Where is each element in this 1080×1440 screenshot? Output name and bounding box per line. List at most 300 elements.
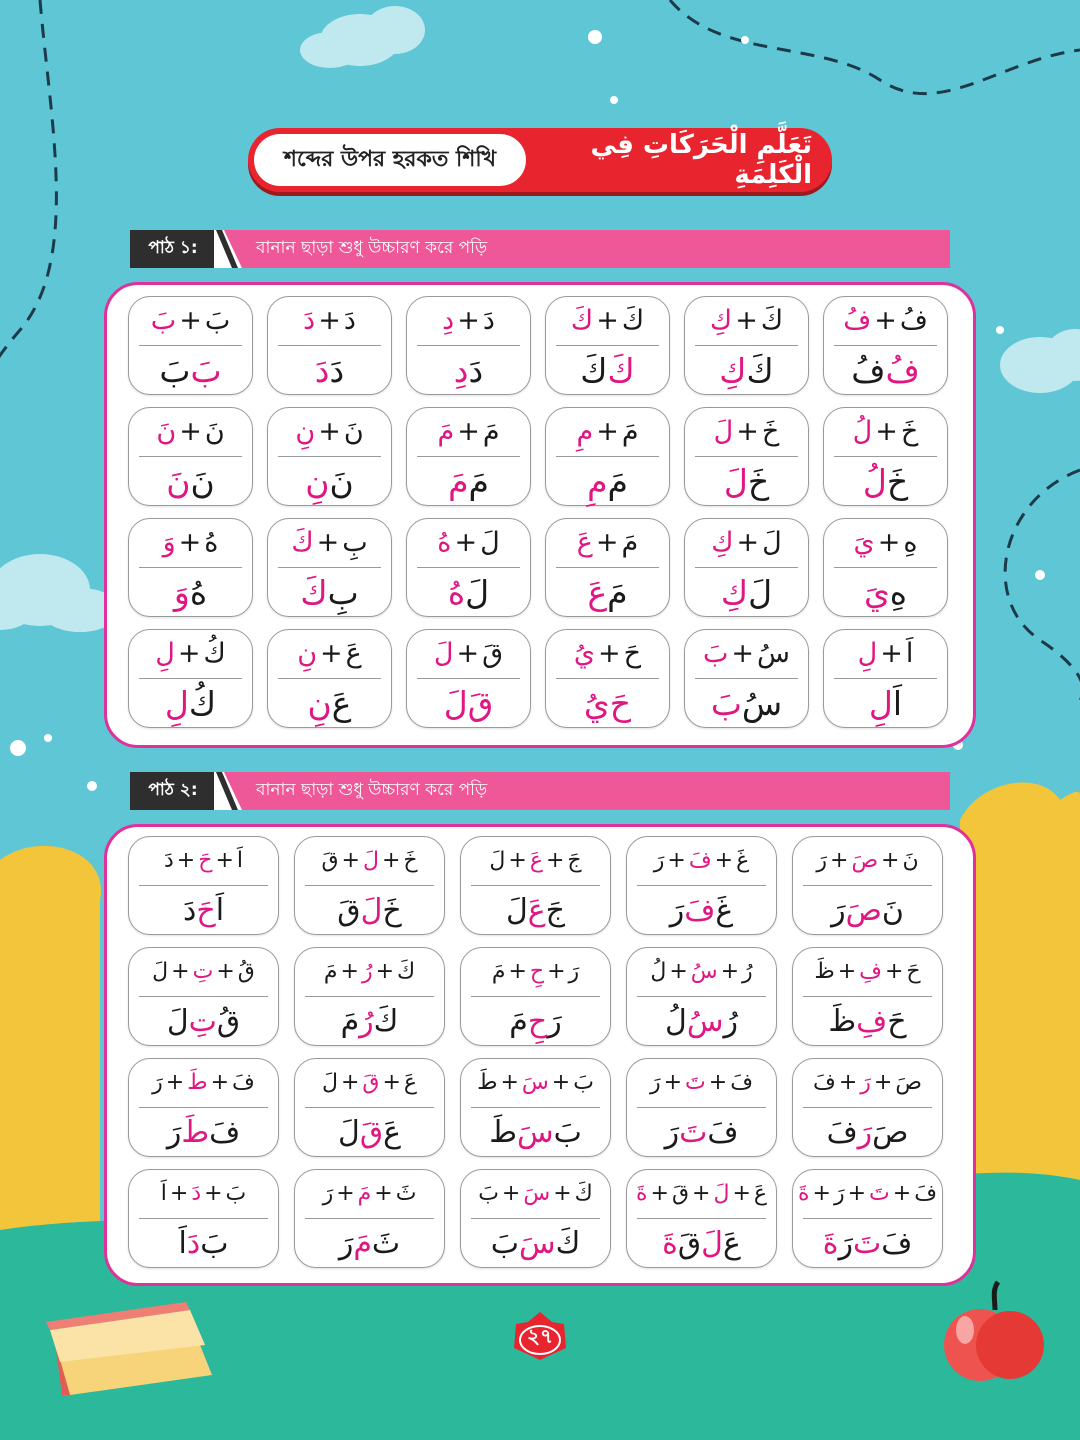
- letter: رَ: [833, 1181, 845, 1207]
- plus-sign: +: [341, 848, 360, 874]
- card-word: [129, 568, 252, 616]
- card-word: [407, 568, 530, 616]
- letter: مَ: [621, 527, 639, 559]
- lesson1-card-r3-c1: [128, 518, 253, 617]
- letter: مَ: [491, 959, 506, 985]
- card-letters: [461, 1170, 610, 1218]
- word-part: مَ: [607, 572, 628, 612]
- letter: لَ: [433, 638, 454, 670]
- plus-sign: +: [736, 527, 760, 559]
- page-number: ২৭: [526, 1324, 553, 1348]
- card-word: [295, 1108, 444, 1156]
- word-part: حَ: [196, 892, 216, 928]
- letter: رَ: [860, 1070, 871, 1096]
- word-part: نَ: [190, 461, 215, 501]
- lesson1-card-r3-c2: [267, 518, 392, 617]
- letter: وَ: [162, 527, 176, 559]
- letter: ةَ: [798, 1181, 810, 1207]
- word-part: مَ: [340, 1003, 360, 1039]
- letter: هُ: [437, 527, 452, 559]
- plus-sign: +: [837, 959, 857, 985]
- word-part: لَ: [443, 683, 468, 723]
- plus-sign: +: [598, 638, 621, 670]
- lesson2-card-r3-c4: [626, 1058, 777, 1157]
- letter: اَ: [236, 848, 243, 874]
- lesson2-card-r1-c4: [626, 836, 777, 935]
- word-part: بَ: [159, 350, 191, 390]
- card-letters: [407, 297, 530, 345]
- lesson2-card-r4-c1: [128, 1169, 279, 1268]
- letter: نِ: [297, 638, 318, 670]
- lesson1-card-r3-c3: [406, 518, 531, 617]
- card-letters: [268, 519, 391, 567]
- letter: قَ: [362, 1070, 380, 1096]
- word-part: كَ: [580, 350, 608, 390]
- lesson1-card-r1-c2: [267, 296, 392, 395]
- word-part: عَ: [527, 892, 546, 928]
- word-part: جَ: [545, 892, 566, 928]
- card-letters: [824, 519, 947, 567]
- card-word: [461, 1108, 610, 1156]
- word-part: مِ: [587, 461, 608, 501]
- word-part: فَ: [684, 892, 716, 928]
- plus-sign: +: [874, 305, 897, 337]
- letter: رُ: [361, 959, 373, 985]
- lesson2-card-r2-c2: [294, 947, 445, 1046]
- card-word: [546, 679, 669, 727]
- letter: رُ: [742, 959, 753, 985]
- plus-sign: +: [178, 527, 202, 559]
- plus-sign: +: [708, 1070, 728, 1096]
- plus-sign: +: [595, 527, 619, 559]
- plus-sign: +: [457, 305, 480, 337]
- lesson1-card-r1-c5: [684, 296, 809, 395]
- card-letters: [627, 1059, 776, 1107]
- card-word: [793, 1108, 942, 1156]
- letter: كَ: [291, 527, 314, 559]
- word-part: دِ: [453, 350, 469, 390]
- lesson-1-notch: [214, 230, 242, 268]
- word-part: فُ: [885, 350, 920, 390]
- letter: رَ: [322, 1181, 334, 1207]
- letter: طَ: [477, 1070, 498, 1096]
- word-part: خَ: [382, 892, 402, 928]
- card-letters: [129, 837, 278, 885]
- lesson1-card-r2-c3: [406, 407, 531, 506]
- plus-sign: +: [508, 848, 527, 874]
- plus-sign: +: [457, 416, 480, 448]
- word-part: اَ: [892, 683, 903, 723]
- lesson-1-title: বানান ছাড়া শুধু উচ্চারণ করে পড়ি: [216, 230, 950, 268]
- lesson2-card-r2-c1: [128, 947, 279, 1046]
- word-part: كِ: [720, 572, 749, 612]
- plus-sign: +: [500, 1070, 519, 1096]
- letter: لَ: [152, 959, 169, 985]
- lesson2-card-r2-c3: [460, 947, 611, 1046]
- letter: عَ: [753, 1181, 768, 1207]
- letter: كَ: [574, 1181, 593, 1207]
- plus-sign: +: [215, 848, 234, 874]
- letter: دَ: [482, 305, 495, 337]
- word-part: غَ: [715, 892, 734, 928]
- word-part: رَ: [838, 1225, 853, 1261]
- word-part: ةَ: [822, 1225, 839, 1261]
- lesson1-card-r4-c6: [823, 629, 948, 728]
- letter: عَ: [403, 1070, 418, 1096]
- word-part: لَ: [723, 461, 748, 501]
- word-part: لَ: [360, 892, 383, 928]
- card-word: [546, 346, 669, 394]
- word-part: بِ: [327, 572, 359, 612]
- letter: عَ: [529, 848, 543, 874]
- plus-sign: +: [596, 416, 619, 448]
- card-letters: [268, 630, 391, 678]
- card-letters: [461, 1059, 610, 1107]
- letter: حَ: [906, 959, 921, 985]
- plus-sign: +: [732, 1181, 751, 1207]
- word-part: عَ: [331, 683, 352, 723]
- letter: سُ: [757, 638, 791, 670]
- letter: ةَ: [635, 1181, 648, 1207]
- letter: خَ: [403, 848, 418, 874]
- letter: حِ: [529, 959, 545, 985]
- word-part: مَ: [468, 461, 489, 501]
- letter: كَ: [397, 959, 416, 985]
- card-letters: [685, 408, 808, 456]
- letter: مَ: [482, 416, 500, 448]
- lesson2-card-r3-c2: [294, 1058, 445, 1157]
- plus-sign: +: [456, 638, 480, 670]
- word-part: دَ: [329, 350, 345, 390]
- card-word: [546, 457, 669, 505]
- plus-sign: +: [735, 305, 758, 337]
- card-word: [268, 457, 391, 505]
- card-letters: [685, 297, 808, 345]
- letter: عَ: [345, 638, 362, 670]
- lesson-1-tag: পাঠ ১:: [130, 230, 216, 268]
- word-part: بَ: [490, 1225, 519, 1261]
- card-letters: [295, 1059, 444, 1107]
- plus-sign: +: [545, 848, 565, 874]
- plus-sign: +: [336, 1181, 355, 1207]
- lesson-2-grid: [128, 836, 950, 1268]
- lesson1-card-r3-c5: [684, 518, 809, 617]
- card-letters: [295, 837, 444, 885]
- letter: فَ: [914, 1181, 937, 1207]
- letter: مَ: [323, 959, 338, 985]
- letter: لَ: [762, 527, 782, 559]
- card-word: [461, 1219, 610, 1267]
- letter: بِ: [342, 527, 368, 559]
- word-part: سَ: [518, 1225, 556, 1261]
- letter: تَ: [685, 1070, 706, 1096]
- letter: كِ: [711, 527, 734, 559]
- plus-sign: +: [877, 527, 901, 559]
- plus-sign: +: [667, 848, 686, 874]
- letter: فِ: [859, 959, 882, 985]
- letter: لَ: [489, 848, 506, 874]
- card-letters: [824, 630, 947, 678]
- word-part: هِ: [889, 572, 908, 612]
- word-part: كَ: [555, 1225, 581, 1261]
- word-part: نَ: [166, 461, 191, 501]
- lesson1-card-r2-c6: [823, 407, 948, 506]
- word-part: نِ: [305, 461, 330, 501]
- letter: مَ: [437, 416, 455, 448]
- plus-sign: +: [892, 1181, 912, 1207]
- word-part: لِ: [164, 683, 189, 723]
- word-part: يُ: [583, 683, 610, 723]
- letter: نَ: [902, 848, 919, 874]
- page-number-badge: [512, 1310, 568, 1362]
- word-part: سَ: [516, 1114, 554, 1150]
- letter: حَ: [198, 848, 213, 874]
- lesson-2-tag: পাঠ ২:: [130, 772, 216, 810]
- lesson1-card-r4-c2: [267, 629, 392, 728]
- card-letters: [627, 948, 776, 996]
- plus-sign: +: [880, 638, 903, 670]
- word-part: مَ: [353, 1225, 372, 1261]
- card-word: [793, 997, 942, 1045]
- letter: دَ: [191, 1181, 202, 1207]
- letter: كَ: [621, 305, 645, 337]
- letter: تَ: [869, 1181, 890, 1207]
- card-letters: [268, 408, 391, 456]
- lesson2-card-r1-c3: [460, 836, 611, 935]
- word-part: ةَ: [662, 1225, 678, 1261]
- card-letters: [407, 519, 530, 567]
- word-part: طَ: [489, 1114, 517, 1150]
- card-letters: [129, 630, 252, 678]
- word-part: لَ: [748, 572, 773, 612]
- word-part: عَ: [722, 1225, 741, 1261]
- word-part: نَ: [881, 892, 904, 928]
- plus-sign: +: [501, 1181, 521, 1207]
- word-part: رَ: [857, 1114, 873, 1150]
- card-word: [685, 457, 808, 505]
- letter: دَ: [343, 305, 356, 337]
- letter: كَ: [760, 305, 784, 337]
- card-letters: [546, 519, 669, 567]
- word-part: قَ: [677, 1225, 702, 1261]
- word-part: صَ: [872, 1114, 909, 1150]
- card-letters: [407, 408, 530, 456]
- word-part: تِ: [188, 1003, 217, 1039]
- letter: بَ: [478, 1181, 499, 1207]
- lesson2-card-r4-c5: [792, 1169, 943, 1268]
- word-part: يَ: [863, 572, 890, 612]
- letter: كَ: [570, 305, 594, 337]
- plus-sign: +: [547, 959, 566, 985]
- word-part: اَ: [215, 892, 225, 928]
- plus-sign: +: [340, 959, 359, 985]
- card-letters: [407, 630, 530, 678]
- card-word: [407, 457, 530, 505]
- word-part: عَ: [383, 1114, 401, 1150]
- card-letters: [129, 519, 252, 567]
- lesson1-card-r3-c6: [823, 518, 948, 617]
- lesson2-card-r1-c2: [294, 836, 445, 935]
- plus-sign: +: [669, 959, 688, 985]
- card-word: [685, 346, 808, 394]
- letter: قَ: [321, 848, 339, 874]
- letter: رَ: [568, 959, 580, 985]
- lesson2-card-r2-c5: [792, 947, 943, 1046]
- lesson1-card-r1-c6: [823, 296, 948, 395]
- card-letters: [793, 837, 942, 885]
- word-part: كُ: [188, 683, 217, 723]
- lesson2-card-r3-c5: [792, 1058, 943, 1157]
- letter: رَ: [653, 848, 665, 874]
- lesson1-card-r2-c4: [545, 407, 670, 506]
- letter: مَ: [357, 1181, 372, 1207]
- lesson-1-grid: [128, 296, 950, 728]
- card-word: [627, 1219, 776, 1267]
- plus-sign: +: [663, 1070, 683, 1096]
- letter: ظَ: [814, 959, 835, 985]
- card-letters: [627, 1170, 776, 1218]
- lesson1-card-r4-c4: [545, 629, 670, 728]
- card-word: [268, 346, 391, 394]
- letter: حَ: [623, 638, 642, 670]
- letter: جَ: [567, 848, 582, 874]
- word-part: رَ: [547, 1003, 562, 1039]
- card-letters: [793, 1170, 942, 1218]
- letter: مِ: [576, 416, 594, 448]
- card-word: [685, 568, 808, 616]
- lesson-2-notch: [214, 772, 242, 810]
- word-part: سُ: [686, 1003, 724, 1039]
- letter: خَ: [900, 416, 919, 448]
- word-part: لَ: [465, 572, 490, 612]
- plus-sign: +: [320, 638, 343, 670]
- word-part: وَ: [173, 572, 190, 612]
- letter: رَ: [649, 1070, 661, 1096]
- plus-sign: +: [210, 1070, 230, 1096]
- card-letters: [129, 408, 252, 456]
- word-part: كَ: [607, 350, 635, 390]
- word-part: كَ: [746, 350, 774, 390]
- card-word: [295, 997, 444, 1045]
- plus-sign: +: [714, 848, 734, 874]
- word-part: قَ: [467, 683, 494, 723]
- plus-sign: +: [216, 959, 235, 985]
- bengali-title: শব্দের উপর হরকত শিখি: [254, 134, 526, 186]
- word-part: سُ: [741, 683, 783, 723]
- plus-sign: +: [692, 1181, 711, 1207]
- plus-sign: +: [650, 1181, 669, 1207]
- word-part: رَ: [669, 892, 685, 928]
- word-part: حِ: [527, 1003, 548, 1039]
- letter: لُ: [852, 416, 873, 448]
- word-part: حَ: [609, 683, 632, 723]
- plus-sign: +: [830, 848, 849, 874]
- plus-sign: +: [204, 1181, 223, 1207]
- letter: بَ: [225, 1181, 247, 1207]
- plus-sign: +: [374, 1181, 393, 1207]
- letter: غَ: [736, 848, 750, 874]
- word-part: دَ: [186, 1225, 201, 1261]
- plus-sign: +: [596, 305, 619, 337]
- card-letters: [627, 837, 776, 885]
- word-part: مَ: [509, 1003, 528, 1039]
- letter: لِ: [155, 638, 175, 670]
- card-letters: [129, 948, 278, 996]
- word-part: تَ: [852, 1225, 882, 1261]
- lesson1-card-r1-c3: [406, 296, 531, 395]
- card-word: [407, 346, 530, 394]
- word-part: قُ: [216, 1003, 241, 1039]
- card-letters: [546, 408, 669, 456]
- word-part: لُ: [862, 461, 887, 501]
- word-part: كَ: [300, 572, 328, 612]
- card-word: [461, 997, 610, 1045]
- word-part: لُ: [665, 1003, 687, 1039]
- card-word: [268, 679, 391, 727]
- plus-sign: +: [375, 959, 394, 985]
- letter: لَ: [480, 527, 500, 559]
- plus-sign: +: [177, 638, 201, 670]
- letter: نَ: [343, 416, 364, 448]
- card-word: [824, 457, 947, 505]
- letter: نَ: [156, 416, 177, 448]
- card-word: [129, 457, 252, 505]
- plus-sign: +: [169, 1181, 189, 1207]
- plus-sign: +: [340, 1070, 360, 1096]
- word-part: كَ: [373, 1003, 399, 1039]
- plus-sign: +: [382, 1070, 401, 1096]
- letter: فَ: [813, 1070, 836, 1096]
- lesson1-card-r2-c5: [684, 407, 809, 506]
- word-part: قَ: [359, 1114, 384, 1150]
- card-letters: [793, 1059, 942, 1107]
- letter: تِ: [192, 959, 214, 985]
- word-part: فَ: [881, 1225, 913, 1261]
- plus-sign: +: [875, 416, 898, 448]
- letter: فُ: [843, 305, 872, 337]
- plus-sign: +: [812, 1181, 831, 1207]
- word-part: دَ: [314, 350, 330, 390]
- lesson-2-header: [130, 772, 950, 810]
- card-letters: [546, 297, 669, 345]
- word-part: فِ: [856, 1003, 888, 1039]
- card-word: [129, 1219, 278, 1267]
- letter: دَ: [164, 848, 174, 874]
- card-word: [295, 886, 444, 934]
- plus-sign: +: [553, 1181, 572, 1207]
- word-part: فَ: [209, 1114, 241, 1150]
- card-word: [129, 997, 278, 1045]
- title-banner: [248, 128, 832, 192]
- word-part: مَ: [448, 461, 469, 501]
- card-letters: [461, 837, 610, 885]
- card-word: [129, 886, 278, 934]
- card-letters: [129, 297, 252, 345]
- word-part: تَ: [679, 1114, 708, 1150]
- lesson-1-header: [130, 230, 950, 268]
- letter: خَ: [761, 416, 780, 448]
- card-word: [824, 346, 947, 394]
- lesson2-card-r3-c1: [128, 1058, 279, 1157]
- card-word: [685, 679, 808, 727]
- plus-sign: +: [381, 848, 401, 874]
- word-part: صَ: [845, 892, 882, 928]
- letter: فَ: [232, 1070, 255, 1096]
- lesson1-card-r2-c1: [128, 407, 253, 506]
- word-part: رُ: [359, 1003, 374, 1039]
- lesson2-card-r4-c3: [460, 1169, 611, 1268]
- word-part: بَ: [710, 683, 742, 723]
